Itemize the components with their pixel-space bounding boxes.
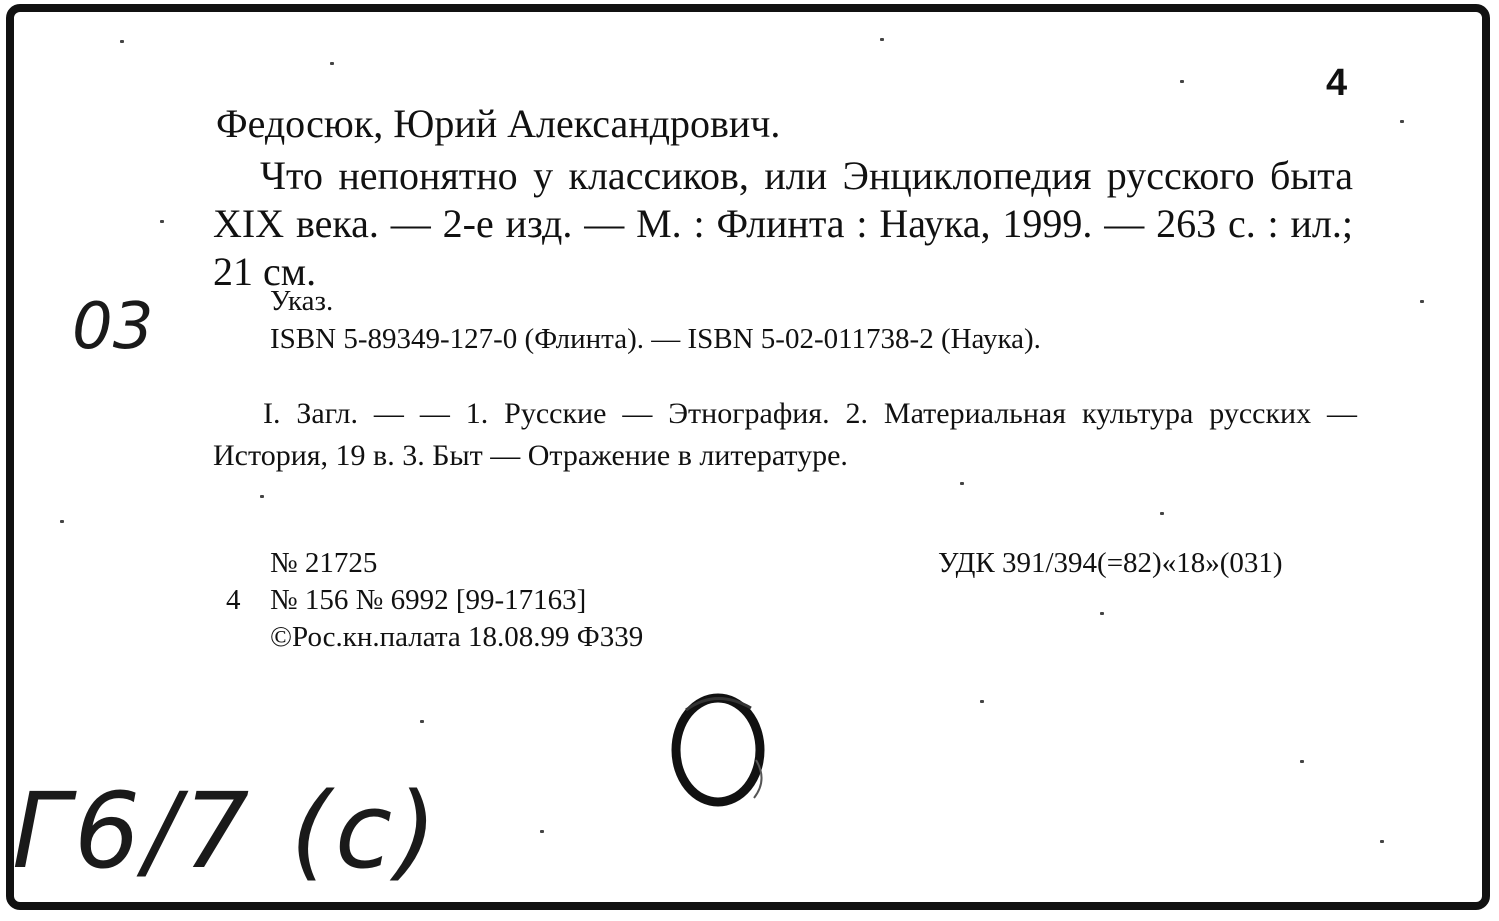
title-description: Что непонятно у классиков, или Энциклопедия русского быта XIX века. — 2-е изд. — М. : Флинта : Наука, 1999. — 263 с. : ил.; 21 см. (213, 153, 1353, 294)
author-heading: Федосюк, Юрий Александрович. (216, 101, 781, 146)
subject-headings: I. Загл. — — 1. Русские — Этнография. 2. Материальная культура русских — История, 19 в. 3. Быт — Отражение в литературе. (213, 397, 1357, 472)
handwritten-shelfmark: Г6/7 (с) (12, 770, 441, 892)
udc-classification: УДК 391/394(=82)«18»(031) (938, 547, 1283, 579)
copies-prefix: 4 (226, 584, 241, 616)
corner-number: 4 (1326, 62, 1348, 104)
record-number: № 21725 (270, 547, 378, 579)
index-note: Указ. (270, 285, 334, 317)
isbn-line: ISBN 5-89349-127-0 (Флинта). — ISBN 5-02-011738-2 (Наука). (270, 323, 1041, 355)
book-chamber-line: ©Рос.кн.палата 18.08.99 Ф339 (270, 621, 644, 653)
catalog-numbers: № 156 № 6992 [99-17163] (270, 584, 587, 616)
handwritten-code: 03 (72, 290, 154, 364)
punch-hole-mark (656, 690, 786, 810)
